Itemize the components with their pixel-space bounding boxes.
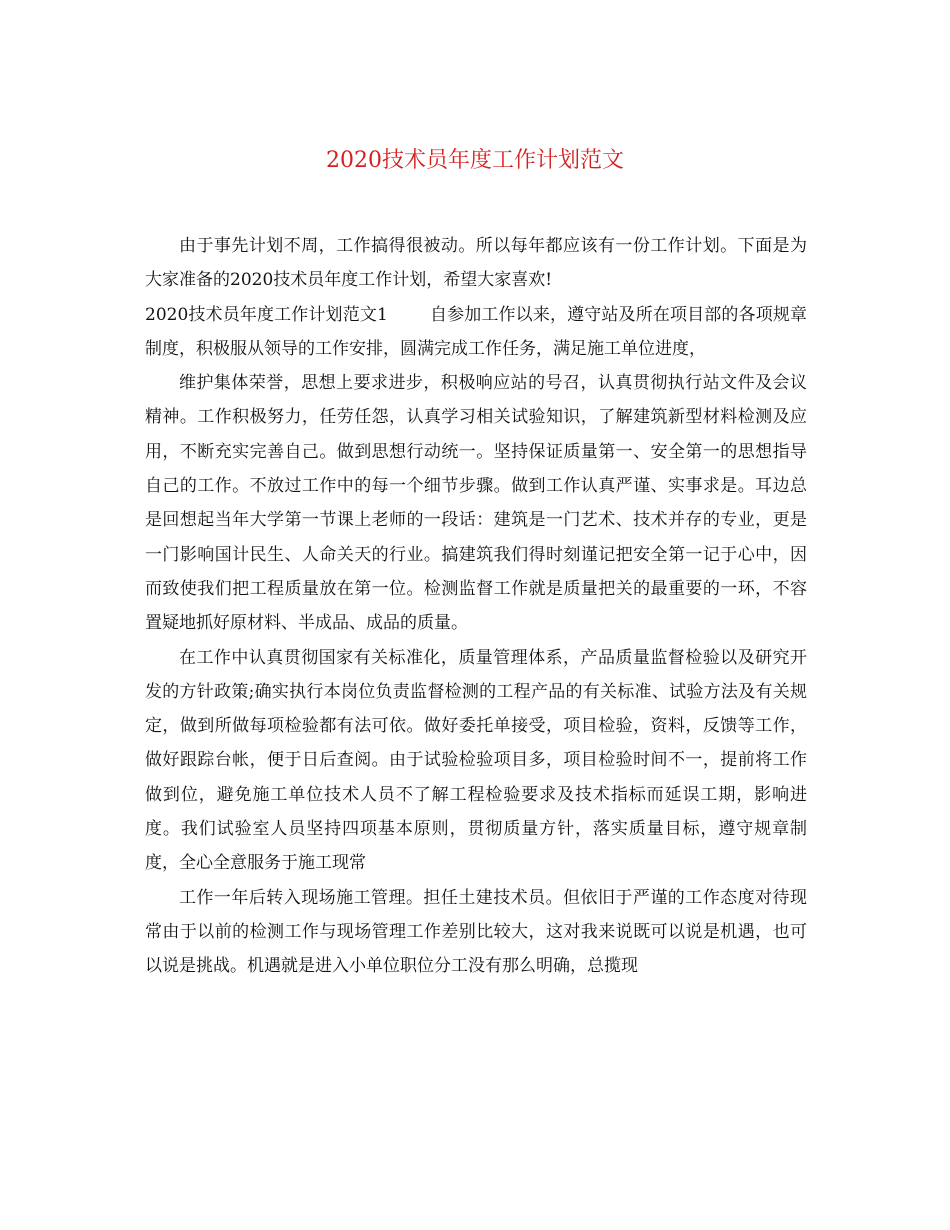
section-heading: 2020技术员年度工作计划范文1 (145, 304, 388, 325)
paragraph-4: 工作一年后转入现场施工管理。担任土建技术员。但依旧于严谨的工作态度对待现常由于以前的检测工作与现场管理工作差别比较大，这对我来说既可以说是机遇，也可以说是挑战。机遇就是进入小单位职位分工没有那么明确，总揽现 (145, 887, 807, 977)
paragraph-2: 维护集体荣誉，思想上要求进步，积极响应站的号召，认真贯彻执行站文件及会议精神。工作积极努力，任劳任怨，认真学习相关试验知识，了解建筑新型材料检测及应用，不断充实完善自己。做到思想行动统一。坚持保证质量第一、安全第一的思想指导自己的工作。不放过工作中的每一个细节步骤。做到工作认真严谨、实事求是。耳边总是回想起当年大学第一节课上老师的一段话：建筑是一门艺术、技术并存的专业，更是一门影响国计民生、人命关天的行业。搞建筑我们得时刻谨记把安全第一记于心中，因而致使我们把工程质量放在第一位。检测监督工作就是质量把关的最重要的一环，不容置疑地抓好原材料、半成品、成品的质量。 (145, 373, 807, 634)
document-title: 2020技术员年度工作计划范文 (326, 148, 624, 173)
paragraph-3: 在工作中认真贯彻国家有关标准化，质量管理体系，产品质量监督检验以及研究开发的方针政策;确实执行本岗位负责监督检测的工程产品的有关标准、试验方法及有关规定，做到所做每项检验都有法可依。做好委托单接受，项目检验，资料，反馈等工作，做好跟踪台帐，便于日后查阅。由于试验检验项目多，项目检验时间不一，提前将工作做到位，避免施工单位技术人员不了解工程检验要求及技术指标而延误工期，影响进度。我们试验室人员坚持四项基本原则，贯彻质量方针，落实质量目标，遵守规章制度，全心全意服务于施工现常 (145, 647, 807, 874)
document-body (145, 229, 807, 984)
paragraph-intro: 由于事先计划不周，工作搞得很被动。所以每年都应该有一份工作计划。下面是为大家准备的2020技术员年度工作计划，希望大家喜欢! (145, 236, 807, 291)
paragraph-section-1 (145, 298, 807, 367)
section-first-text: 自参加工作以来，遵守站及所在项目部的各项规章制度，积极服从领导的工作安排，圆满完成工作任务，满足施工单位进度， (145, 304, 807, 359)
